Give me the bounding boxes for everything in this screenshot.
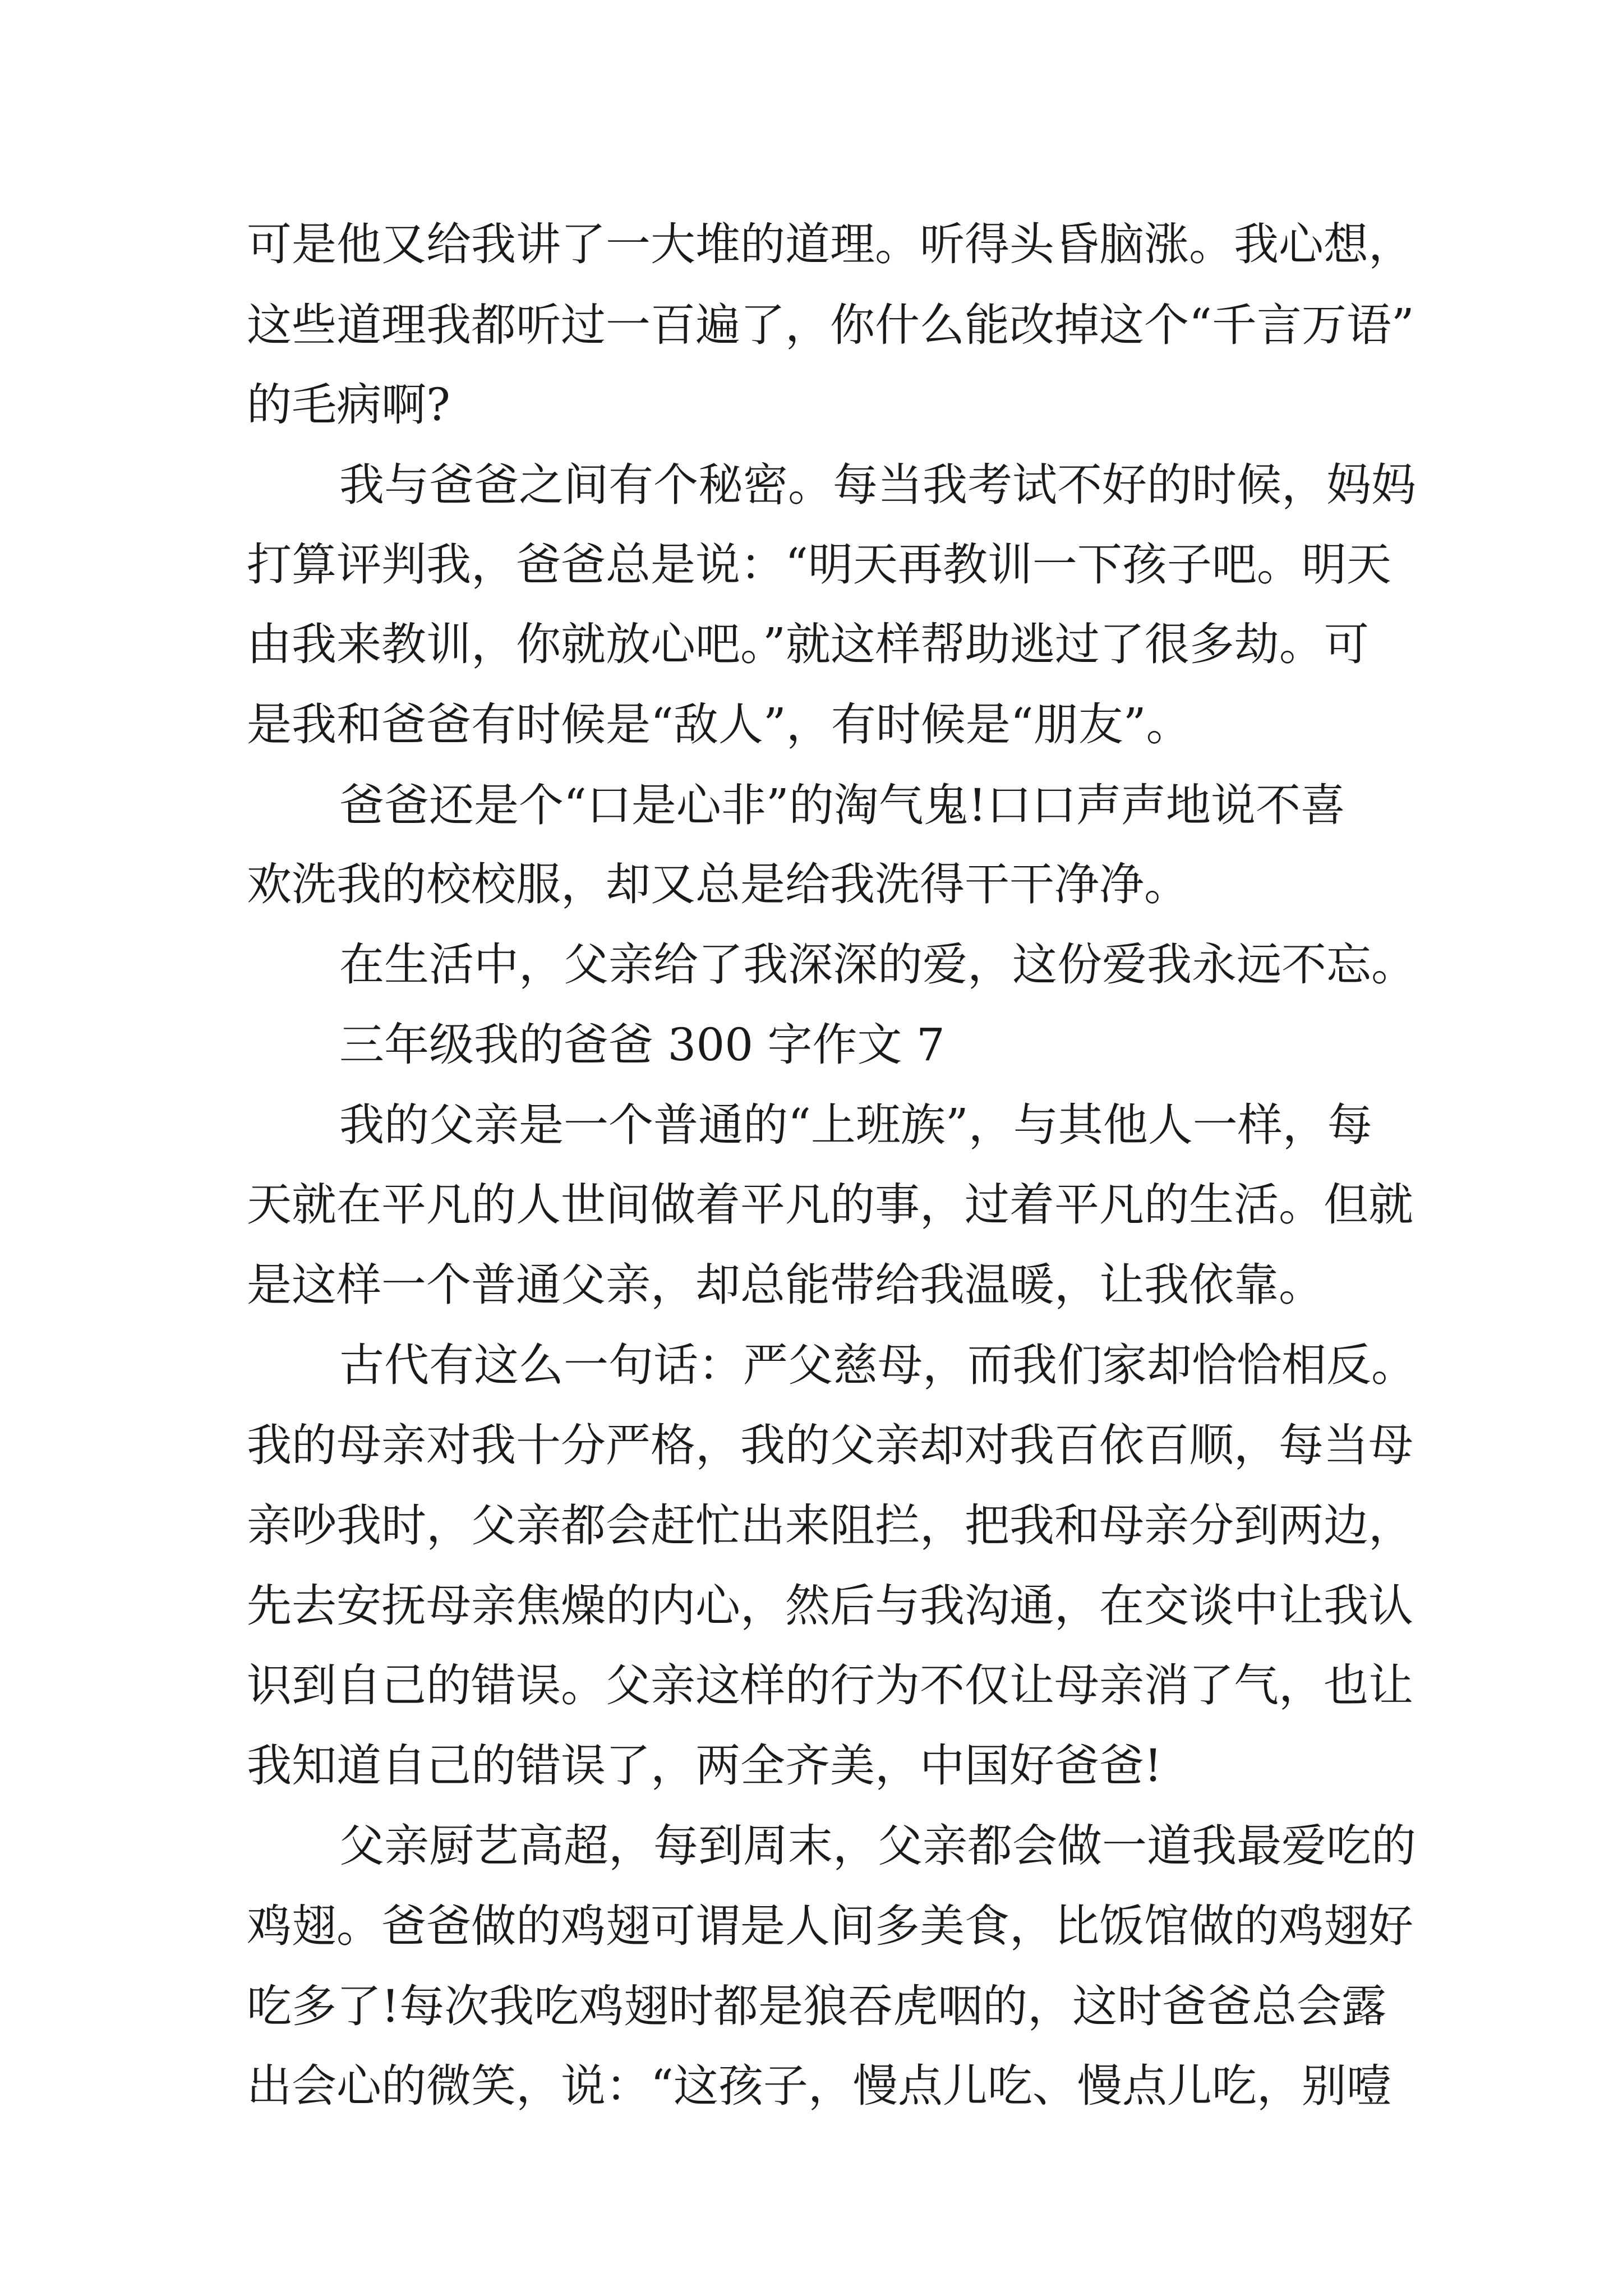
text-line: 亲吵我时，父亲都会赶忙出来阻拦，把我和母亲分到两边， — [247, 1499, 1413, 1552]
text-line: 是我和爸爸有时候是“敌人”，有时候是“朋友”。 — [247, 698, 1191, 751]
text-line: 由我来教训，你就放心吧。”就这样帮助逃过了很多劫。可 — [247, 618, 1369, 670]
text-line: 识到自己的错误。父亲这样的行为不仅让母亲消了气，也让 — [247, 1659, 1413, 1711]
text-line: 的毛病啊? — [247, 379, 450, 431]
text-line: 天就在平凡的人世间做着平凡的事，过着平凡的生活。但就 — [247, 1179, 1413, 1231]
text-line: 我的母亲对我十分严格，我的父亲却对我百依百顺，每当母 — [247, 1419, 1413, 1471]
text-line: 吃多了!每次我吃鸡翅时都是狼吞虎咽的，这时爸爸总会露 — [247, 1980, 1387, 2032]
paragraph-first-line: 爸爸还是个“口是心非”的淘气鬼!口口声声地说不喜 — [339, 779, 1345, 831]
paragraph-first-line: 我与爸爸之间有个秘密。每当我考试不好的时候，妈妈 — [339, 459, 1416, 511]
text-line: 可是他又给我讲了一大堆的道理。听得头昏脑涨。我心想， — [247, 218, 1413, 270]
paragraph-first-line: 古代有这么一句话：严父慈母，而我们家却恰恰相反。 — [339, 1339, 1416, 1391]
text-line: 出会心的微笑，说：“这孩子，慢点儿吃、慢点儿吃，别噎 — [247, 2060, 1391, 2112]
text-line: 欢洗我的校校服，却又总是给我洗得干干净净。 — [247, 858, 1189, 910]
text-line: 这些道理我都听过一百遍了，你什么能改掉这个“千言万语” — [247, 299, 1414, 351]
paragraph-first-line: 在生活中，父亲给了我深深的爱，这份爱我永远不忘。 — [339, 938, 1416, 991]
section-title: 三年级我的爸爸 300 字作文 7 — [339, 1019, 945, 1071]
paragraph-first-line: 我的父亲是一个普通的“上班族”，与其他人一样，每 — [339, 1099, 1372, 1151]
text-line: 先去安抚母亲焦燥的内心，然后与我沟通，在交谈中让我认 — [247, 1580, 1413, 1632]
text-line: 我知道自己的错误了，两全齐美，中国好爸爸! — [247, 1740, 1163, 1792]
text-line: 鸡翅。爸爸做的鸡翅可谓是人间多美食，比饭馆做的鸡翅好 — [247, 1900, 1413, 1952]
paragraph-first-line: 父亲厨艺高超，每到周末，父亲都会做一道我最爱吃的 — [339, 1820, 1416, 1872]
text-line: 打算评判我，爸爸总是说：“明天再教训一下孩子吧。明天 — [247, 539, 1391, 591]
text-line: 是这样一个普通父亲，却总能带给我温暖，让我依靠。 — [247, 1259, 1324, 1311]
